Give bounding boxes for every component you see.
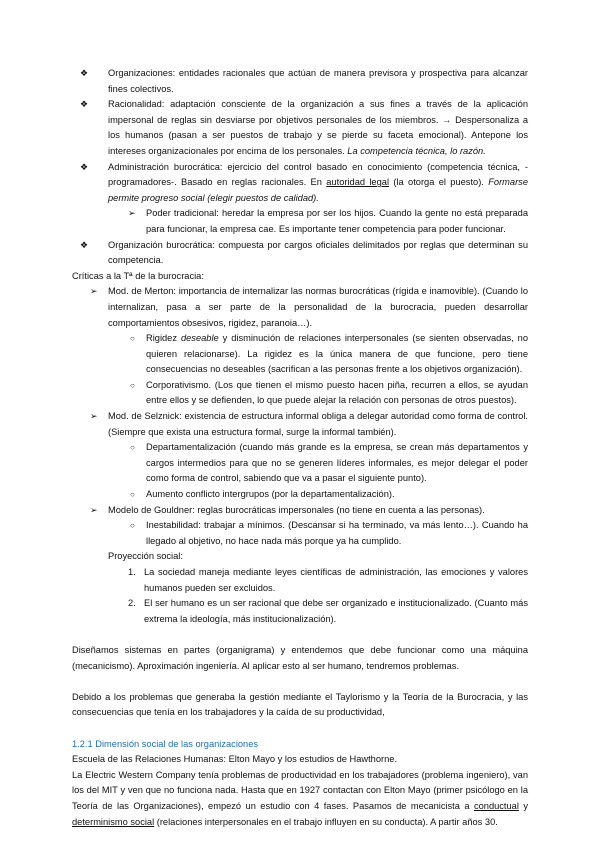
- diamond-bullet-icon: ❖: [80, 99, 89, 110]
- circle-bullet-icon: ○: [130, 521, 135, 531]
- list-item: ➢ Modelo de Gouldner: reglas burocráticas impersonales (no tiene en cuenta a las personas).: [72, 503, 528, 519]
- list-item: ❖ Organización burocrática: compuesta por cargos oficiales delimitados por reglas que determinan su competencia.: [80, 239, 528, 266]
- circle-bullet-icon: ○: [130, 334, 135, 344]
- criticas-title: Críticas a la Tª de la burocracia:: [72, 270, 204, 281]
- arrow-bullet-icon: ➢: [90, 504, 98, 515]
- list-item: ❖ Organizaciones: entidades racionales que actúan de manera previsora y prospectiva para alcanzar fines colectivos.: [80, 68, 528, 94]
- circle-bullet-icon: ○: [130, 490, 135, 500]
- arrow-bullet-icon: ➢: [90, 286, 98, 297]
- list-item: ○ Rigidez deseable y disminución de relaciones interpersonales (se sienten observadas, no quieren relacionarse). La rigidez es la única manera de que funcione, pero tiene consecuencias no deseables (sacrifican a las personas frente a los objetivos organización).: [130, 333, 529, 375]
- list-item: ❖ Administración burocrática: ejercicio del control basado en conocimiento (competencia técnica, -programadores-. Basado en reglas racionales. En autoridad legal (la otorga el puesto). Formarse permite progreso social (elegir puestos de calidad).: [80, 161, 528, 203]
- list-item: ➢ Mod. de Selznick: existencia de estructura informal obliga a delegar autoridad como forma de control. (Siempre que exista una estructura formal, surge la informal también).: [90, 411, 528, 437]
- diamond-bullet-icon: ❖: [80, 68, 89, 78]
- list-item: ○ Aumento conflicto intergrupos (por la departamentalización).: [72, 487, 528, 503]
- list-item: ○ Inestabilidad: trabajar a mínimos. (Descansar si ha terminado, va más lento…). Cuando ha llegado al objetivo, no hace nada más porque ya ha cumplido.: [130, 520, 528, 546]
- arrow-bullet-icon: ➢: [90, 411, 98, 422]
- numbered-item: 1. La sociedad maneja mediante leyes científicas de administración, las emociones y valores humanos pueden ser excluidos.: [128, 567, 528, 593]
- circle-bullet-icon: ○: [130, 380, 135, 390]
- diamond-bullet-icon: ❖: [80, 161, 89, 172]
- proyeccion-title: Proyección social:: [108, 551, 183, 562]
- paragraph: Diseñamos sistemas en partes (organigrama) y entendemos que debe funcionar como una máquina (mecanicismo). Aproximación ingeniería. Al aplicar esto al ser humano, tendremos problemas.: [72, 644, 528, 671]
- list-item: ○ Corporativismo. (Los que tienen el mismo puesto hacen piña, recurren a ellos, se ayudan entre ellos y se defienden, lo que puede alejar la relación con personas de otros puestos).: [130, 379, 528, 406]
- arrow-bullet-icon: ➢: [128, 208, 136, 219]
- list-item: ❖ Racionalidad: adaptación consciente de la organización a sus fines a través de la aplicación impersonal de reglas sin desviarse por objetivos personales de los miembros. → Despersonaliza a los humanos (pasan a ser puestos de trabajo y se pierde su faceta emocional). Antepone los intereses organizacionales por encima de los personales. La competencia técnica, lo razón.: [80, 99, 528, 156]
- numbered-item: 2. El ser humano es un ser racional que debe ser organizado e institucionalizado. (Cuanto más extrema la ideología, más institucionalización).: [128, 598, 528, 624]
- diamond-bullet-icon: ❖: [80, 239, 89, 250]
- list-item: ➢ Mod. de Merton: importancia de internalizar las normas burocráticas (rígida e inamovible). (Cuando lo internalizan, pasa a ser parte de la personalidad de la burocracia, pueden desarrollar comportamientos obsesivos, rigidez, paranoia…).: [90, 286, 528, 328]
- paragraph: Debido a los problemas que generaba la gestión mediante el Taylorismo y la Teoría de la Burocracia, y las consecuencias que tenía en los trabajadores y la caída de su productividad,: [72, 691, 528, 718]
- circle-bullet-icon: ○: [130, 443, 135, 453]
- paragraph: La Electric Western Company tenía problemas de productividad en los trabajadores (problema ingeniero), van los del MIT y ven que no funciona nada. Hasta que en 1927 contactan con Elton Mayo (primer psicólogo en la Teoría de las Organizaciones), empezó un estudio con 4 fases. Pasamos de mecanicista a conductual y determinismo social (relaciones interpersonales en el trabajo influyen en su conducta). A partir años 30.: [72, 769, 528, 827]
- section-heading: 1.2.1 Dimensión social de las organizaciones: [72, 738, 259, 749]
- list-item: ➢ Poder tradicional: heredar la empresa por ser los hijos. Cuando la gente no está preparada para funcionar, la empresa cae. Es importante tener competencia para poder funcionar.: [128, 208, 528, 234]
- list-item: ○ Departamentalización (cuando más grande es la empresa, se crean más departamentos y cargos intermedios para que no se generen líderes informales, es mejor delegar el poder como forma de control, sabiendo que va a pasar el siguiente punto).: [130, 442, 528, 484]
- paragraph: Escuela de las Relaciones Humanas: Elton Mayo y los estudios de Hawthorne.: [72, 754, 398, 765]
